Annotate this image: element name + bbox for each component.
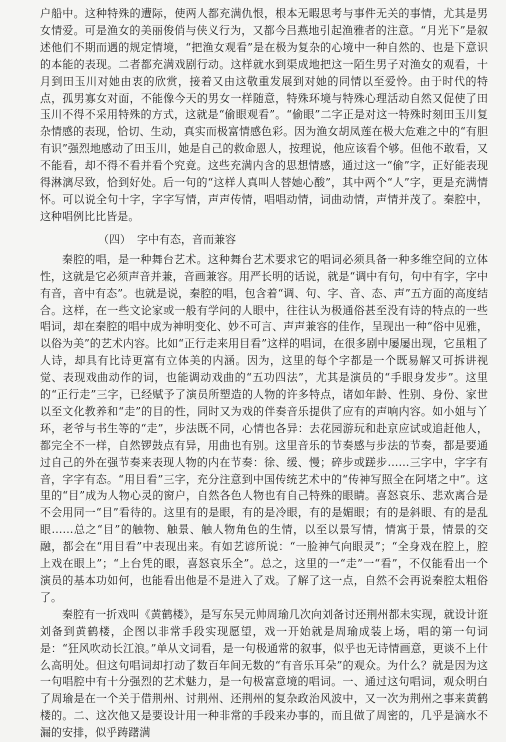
- paragraph-3: 秦腔有一折戏叫《黄鹤楼》，是写东吴元帅周瑜几次向刘备讨还荆州都未实现，就设计诳刘备到黄鹤楼，企图以非常手段实现愿望，戏一开始就是周瑜成装上场，唱的第一句词是：“狂风吹动长江浪。”单从文词看，是一句极通常的叙事，似乎也无诗情画意，更谈不上什么高明处。但这句唱词却打动了数百年间无数的“有音乐耳朵”的观众。为什么？就是因为这一句唱腔中有十分强烈的艺术魅力，是一句极富意境的唱词。一、通过这句唱词，观众明白了周瑜是在一个关于借荆州、讨荆州、还荆州的复杂政治风波中，又一次为荆州之事来黄鹤楼的。二、这次他又是要设计用一种非常的手段来办事的，而且做了周密的，几乎是滴水不漏的安排，似乎踌躇满: [40, 607, 488, 740]
- section-number: （四）: [98, 232, 131, 246]
- paragraph-1: 户船中。这种特殊的遭际，使两人都充满仇恨，根本无暇思考与事件无关的事情，尤其是男女情爱。可是渔女的美丽俊俏与侠义行为，又都今吕燕地引起渔雅者的注意。“月光下”是叙述他们不期而遇的规定情境，“把渔女观看”是在极为复杂的心境中一种自然的、也是下意识的本能的表现。二者都充满戏剧行动。这样就水到渠成地把这一陌生男子对渔女的观看，十月到田玉川对她由衷的欣赏，接着又由这敬重发展到对她的同情以至爱怜。由于时代的特点，孤男寡女对面，不能像今天的男女一样随意，特殊环境与特殊心理活动自然又促使了田玉川不得不采用特殊的方式，这就是“偷眼观看”。“偷眼”二字正是对这一特殊时刻田玉川复杂情感的表现，恰切、生动，真实而极富情感色彩。因为渔女胡凤莲在极大危难之中的“有胆有识”强烈地感动了田玉川，她是自己的救命恩人，按理说，他应该看个够。但他不敢看，又不能看，却不得不看并看个究竟。这些充满内含的思想情感，通过这一“偷”字，正好能表现得淋漓尽致，恰到好处。后一句的“这样人真叫人替她心酸”，其中两个“人”字，更是充满情怀。可以说全句十字，字字写情，声声传情，唱唱动情，词曲动情，声情并茂了。秦腔中，这种唱例比比皆是。: [40, 7, 488, 223]
- paragraph-2: 秦腔的唱，是一种舞台艺术。这种舞台艺术要求它的唱词必须具备一种多维空间的立体性，这就是它必须声音并兼，音画兼容。用严长明的话说，就是“调中有句，句中有字，字中有音，音中有态”。也就是说，秦腔的唱，包含着“调、句、字、音、态、声”五方面的高度结合。这样，在一些文论家或一般有学问的人眼中，往往认为极通俗甚至没有诗的特点的一些唱词，却在秦腔的唱中成为神明变化、妙不可言、声声兼容的佳作，呈现出一种“俗中见雅，以俗为美”的艺术内容。比如“正行走来用目看”这样的唱词，在很多剧中屡屡出现，它虽粗了人诗，却具有比诗更富有立体美的内涵。因为，这里的每个字都是一个既易解又可拆讲视觉、表现戏曲动作的词，也能调动戏曲的“五功四法”，尤其是演员的“手眼身发步”。这里的“正行走”三字，已经赋予了演员所塑造的人物的许多特点，诸如年龄、性别、身份、家世以至文化教养和“走”的目的性，同时又为戏的伴奏音乐提供了应有的声响内容。如小姐与丫环，老爷与书生等的“走”，步法既不同，心情也各异：去花园游玩和赴京应试或追赶他人，都完全不一样，自然锣鼓点有异，用曲也有别。这里音乐的节奏感与步法的节奏，都是要通过自己的外在强节奏来表现人物的内在节奏：徐、缓、慢；碎步或蹉步……三字中，字字有音，字字有态。“用目看”三字，充分注意到中国传统艺术中的“传神写照全在阿堵之中”。这里的“目”成为人物心灵的窗户，自然各色人物也有自己特殊的眼睛。喜怒哀乐、悲欢离合是不会用同一“目”看待的。这里有的是眼，有的是冷眼，有的是媚眼；有的是斜眼、有的是乱眼……总之“目”的触物、触景、触人物角色的生情，以至以景写情，情寓于景，情景的交融，都会在“用目看”中表现出来。有如艺谚所说：“一脸神气向眼灵”；“全身戏在腔上，腔上戏在眼上”；“上台凭的眼，喜怒哀乐全”。总之，这里的一“走”一“看”，不仅能看出一个演员的基本功如何，也能看出他是不是进入了戏。了解了这一点，自然不会再说秦腔太粗俗了。: [40, 252, 488, 604]
- section-title: 字中有态，音而兼容: [137, 232, 236, 246]
- section-heading: [40, 232, 488, 248]
- page-body: [40, 6, 488, 742]
